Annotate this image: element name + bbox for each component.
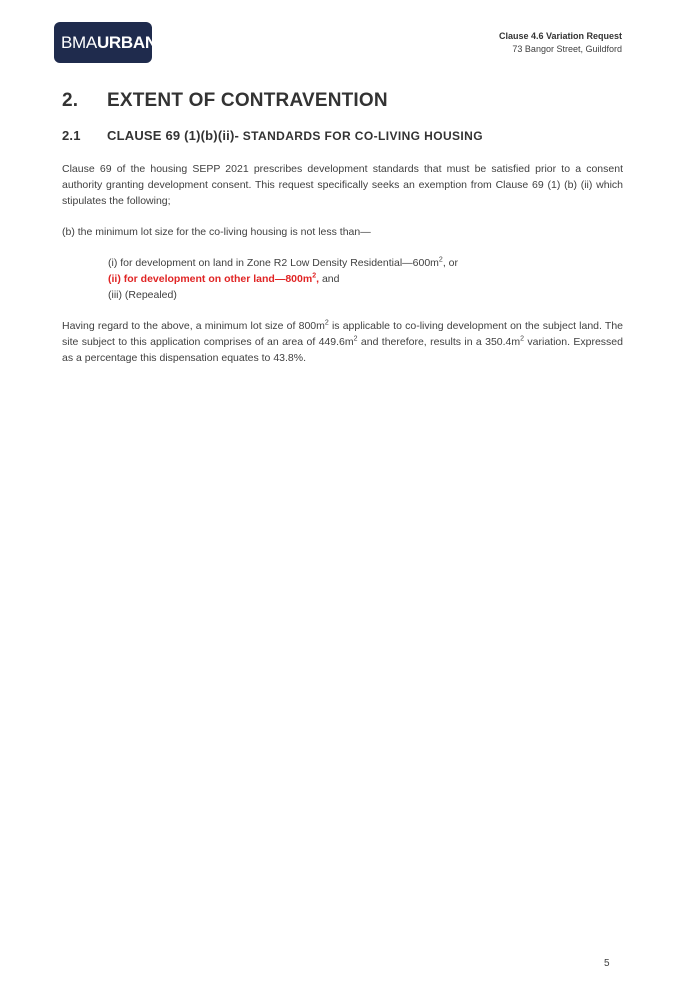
paragraph-analysis [62,318,623,366]
list-item-ii-comma: , [316,273,320,285]
subsection-heading [62,128,483,143]
subsection-title-standards: STANDARDS FOR CO-LIVING HOUSING [239,129,483,143]
list-item-iii: (iii) (Repealed) [108,289,177,301]
list-item-i-end: , or [442,257,458,269]
document-header [499,30,622,56]
section-title: EXTENT OF CONTRAVENTION [107,90,388,111]
analysis-text-a: Having regard to the above, a minimum lot size of 800m [62,320,325,332]
list-item-ii [108,271,339,287]
subsection-title-clause: CLAUSE 69 (1)(b)(ii)- [107,128,240,143]
page-number: 5 [604,958,610,969]
company-logo [54,22,157,63]
superscript: 2 [520,335,525,343]
superscript: 2 [353,335,358,343]
section-number: 2. [62,90,79,111]
subsection-number: 2.1 [62,128,81,143]
superscript: 2 [324,319,329,327]
logo-text-bma: BMA [61,32,97,52]
superscript: 2 [438,256,443,264]
paragraph-intro: Clause 69 of the housing SEPP 2021 prescribes development standards that must be satisfied prior to a consent authority granting development consent. This request specifically seeks an exemption from Clause 69 (1) (b) (ii) which stipulates the following; [62,163,623,207]
list-item-ii-end: and [319,273,340,285]
paragraph-clause-b: (b) the minimum lot size for the co-living housing is not less than— [62,226,371,238]
subsection-title [107,128,483,143]
superscript: 2 [312,272,317,280]
analysis-text-d: variation. Expressed as a percentage this dispensation equates to 43.8%. [62,336,623,364]
list-item-ii-highlight [108,273,319,285]
section-heading [62,90,388,112]
list-item-i-text: (i) for development on land in Zone R2 Low Density Residential—600m [108,257,439,269]
logo-text-urban: URBAN [96,32,157,52]
analysis-text-c: and therefore, results in a 350.4m [357,336,521,348]
document-title: Clause 4.6 Variation Request [498,31,622,41]
list-item-ii-text: (ii) for development on other land—800m [108,273,313,285]
document-address: 73 Bangor Street, Guildford [512,44,622,54]
analysis-text-b: is applicable to co-living development on the subject land. The site subject to this application comprises of an area of 449.6m [62,320,624,348]
list-item-i [108,255,458,271]
